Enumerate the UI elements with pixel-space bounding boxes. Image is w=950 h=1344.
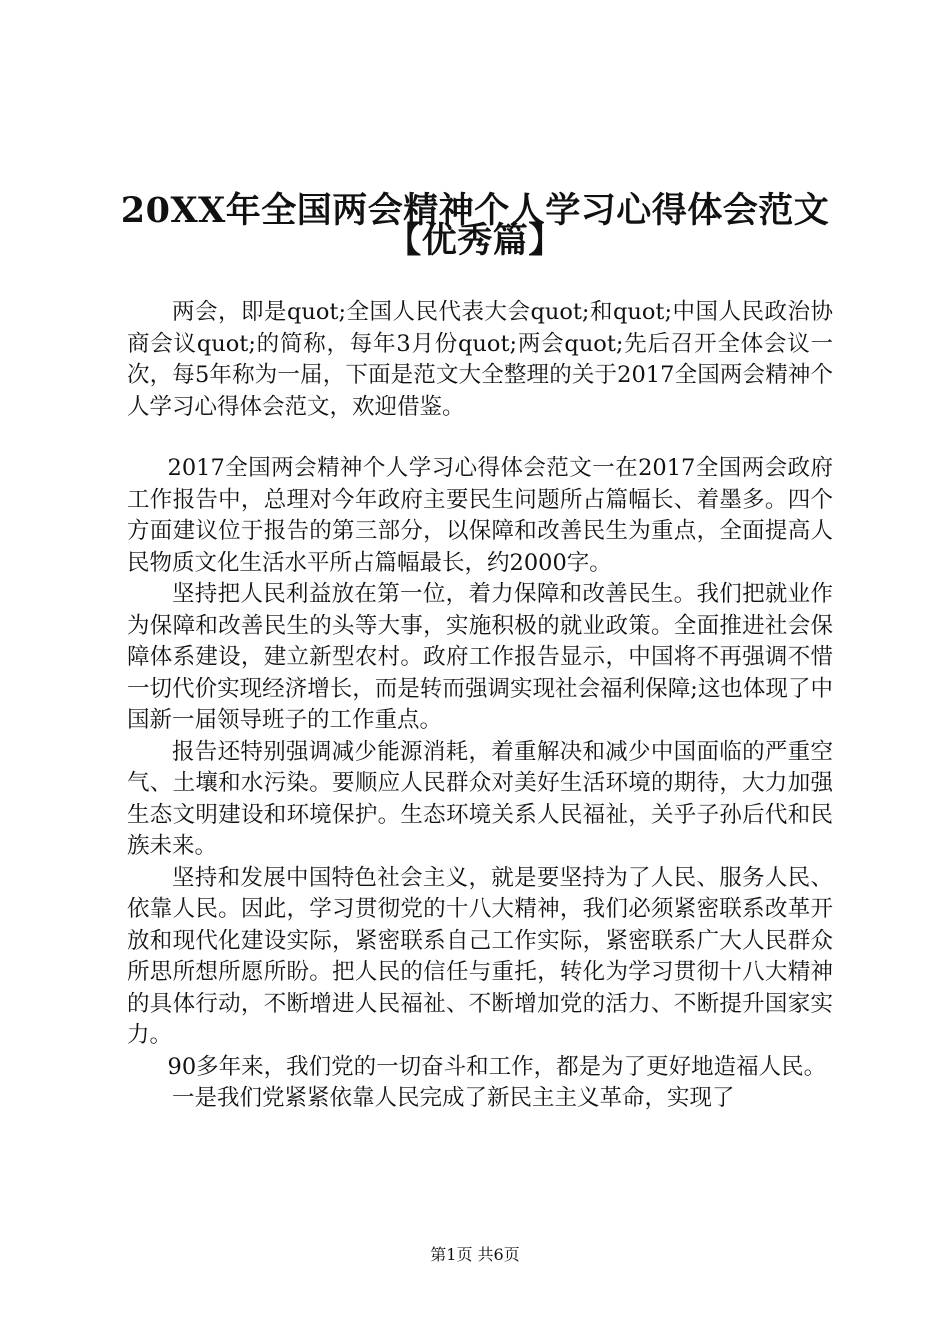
paragraph: 坚持和发展中国特色社会主义，就是要坚持为了人民、服务人民、依靠人民。因此，学习贯彻党的十八大精神，我们必须紧密联系改革开放和现代化建设实际，紧密联系自己工作实际，紧密联系广大人民群众所思所想所愿所盼。把人民的信任与重托，转化为学习贯彻十八大精神的具体行动，不断增进人民福祉、不断增加党的活力、不断提升国家实力。	[127, 864, 833, 1048]
paragraph: 90多年来，我们党的一切奋斗和工作，都是为了更好地造福人民。	[167, 1053, 827, 1080]
document-title: 20XX年全国两会精神个人学习心得体会范文	[120, 190, 830, 231]
page-footer: 第1页 共6页	[430, 1245, 520, 1264]
paragraph: 一是我们党紧紧依靠人民完成了新民主主义革命，实现了	[172, 1085, 735, 1111]
document-body	[127, 297, 833, 1115]
paragraph: 坚持把人民利益放在第一位，着力保障和改善民生。我们把就业作为保障和改善民生的头等大事，实施积极的就业政策。全面推进社会保障体系建设，建立新型农村。政府工作报告显示，中国将不再强调不惜一切代价实现经济增长，而是转而强调实现社会福利保障;这也体现了中国新一届领导班子的工作重点。	[127, 581, 833, 733]
paragraph: 报告还特别强调减少能源消耗，着重解决和减少中国面临的严重空气、土壤和水污染。要顺应人民群众对美好生活环境的期待，大力加强生态文明建设和环境保护。生态环境关系人民福祉，关乎子孙后代和民族未来。	[127, 738, 833, 859]
document-title-suffix: 【优秀篇】	[386, 220, 564, 261]
paragraph-intro: 两会，即是quot;全国人民代表大会quot;和quot;中国人民政治协商会议quot;的简称，每年3月份quot;两会quot;先后召开全体会议一次，每5年称为一届，下面是范文大全整理的关于2017全国两会精神个人学习心得体会范文，欢迎借鉴。	[127, 299, 833, 420]
paragraph: 2017全国两会精神个人学习心得体会范文一在2017全国两会政府工作报告中，总理对今年政府主要民生问题所占篇幅长、着墨多。四个方面建议位于报告的第三部分，以保障和改善民生为重点，全面提高人民物质文化生活水平所占篇幅最长，约2000字。	[127, 455, 833, 576]
